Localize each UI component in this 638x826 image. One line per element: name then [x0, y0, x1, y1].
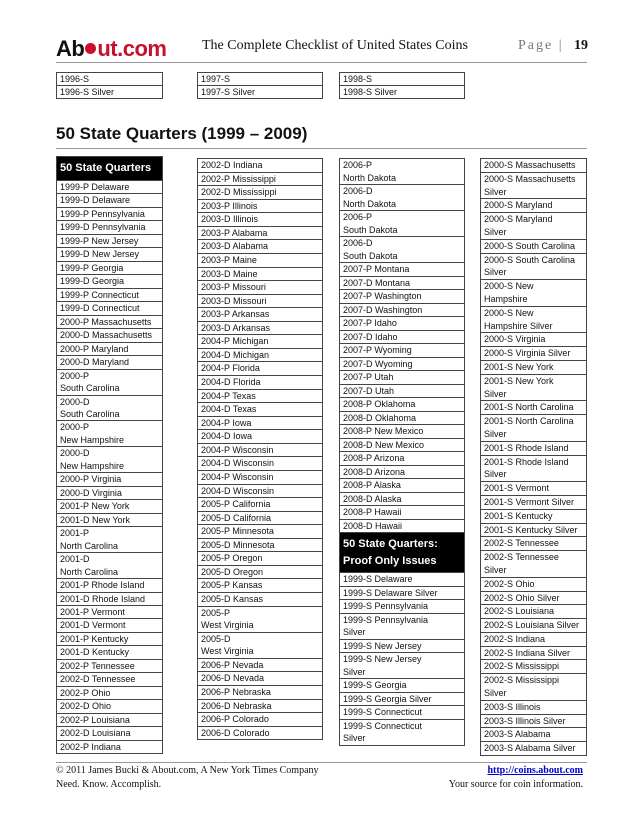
coin-list-item: [340, 159, 464, 185]
coin-list-item: 2008-D New Mexico: [340, 439, 464, 453]
coin-list-item: 2003-D Missouri: [198, 295, 322, 309]
coin-list-item: 2008-P Oklahoma: [340, 398, 464, 412]
coin-list-item: 2000-D Maryland: [57, 356, 162, 369]
coin-list-item: 2007-D Montana: [340, 277, 464, 291]
coin-list-item: [340, 614, 464, 640]
coin-list-item: 2002-S Ohio Silver: [481, 592, 586, 606]
coin-list-item: 2004-P Michigan: [198, 335, 322, 349]
coin-list-item: 1999-P Delaware: [57, 181, 162, 194]
coin-list-item-line: 2006-P: [343, 212, 373, 222]
coin-list-item-line: 2006-D: [343, 186, 373, 196]
coin-list-item-line: 2002-S Tennessee: [484, 552, 559, 563]
coin-list-item: 2001-D Rhode Island: [57, 593, 162, 606]
coin-list-item-line: 2006-D: [343, 238, 373, 248]
state-quarters-list-1: [56, 156, 163, 754]
coin-list-item: 2001-P Rhode Island: [57, 579, 162, 592]
coin-list-item: 2005-P Kansas: [198, 579, 322, 593]
coin-list-item: 2006-D Nevada: [198, 672, 322, 686]
coin-list-item: 2000-D Virginia: [57, 487, 162, 500]
coin-list-item: 2008-D Alaska: [340, 493, 464, 507]
coin-list-item: [198, 607, 322, 633]
coin-list-item: 1999-P Connecticut: [57, 289, 162, 302]
coin-list-item: 2003-D Illinois: [198, 213, 322, 227]
coin-list-item-line: North Dakota: [343, 198, 397, 209]
coin-list-item: [481, 213, 586, 240]
coin-list-item: 2000-S Maryland: [481, 199, 586, 213]
coin-list-item-line: Silver: [484, 688, 507, 699]
coin-list-item-line: 2000-S New: [484, 307, 534, 318]
page-number: 19: [574, 38, 588, 53]
coin-list-item: 2003-P Maine: [198, 254, 322, 268]
footer-tagline: Need. Know. Accomplish.: [56, 779, 162, 790]
coin-list-item: 2000-P Maryland: [57, 343, 162, 356]
coin-list-item-line: Silver: [484, 388, 507, 399]
coin-list-item: 2000-S Massachusetts: [481, 159, 586, 173]
coin-list-item: [481, 375, 586, 402]
coin-list-item: 2002-D Indiana: [198, 159, 322, 173]
coin-list-item: 2007-P Idaho: [340, 317, 464, 331]
logo-text-end: ut.com: [97, 36, 167, 61]
coin-list-item: 2004-P Iowa: [198, 417, 322, 431]
coin-list-item: 2001-S New York: [481, 361, 586, 375]
coin-list-item-line: 2000-P: [60, 422, 90, 433]
coin-list-item: 1999-D Pennsylvania: [57, 221, 162, 234]
state-quarters-heading: 50 State Quarters: [57, 157, 162, 181]
coin-list-item: 2008-D Hawaii: [340, 520, 464, 534]
state-quarters-list-3: [339, 158, 465, 746]
page-header: [56, 36, 590, 60]
coin-list-item: 1999-S Georgia: [340, 679, 464, 693]
coin-list-item: 2003-S Alabama Silver: [484, 743, 576, 754]
coin-list-item: 2002-S Tennessee: [481, 537, 586, 551]
coin-list-item: 2001-S North Carolina: [481, 401, 586, 415]
coin-list-item: 2002-S Mississippi: [481, 660, 586, 674]
coin-list-item: [340, 237, 464, 263]
coin-list-item: 2003-P Alabama: [198, 227, 322, 241]
coin-list-item-line: North Dakota: [343, 172, 397, 183]
coin-list-item-line: 2000-P: [60, 370, 90, 381]
coin-list-item: 1999-D Connecticut: [57, 302, 162, 315]
coin-list-item: [57, 421, 162, 447]
coin-list-item-line: West Virginia: [201, 620, 254, 631]
document-title: The Complete Checklist of United States Coins: [202, 38, 468, 53]
proof-box-1997: [197, 72, 323, 99]
coin-list-item-line: 1999-S New Jersey: [343, 654, 422, 664]
coin-list-item: 2005-D California: [198, 512, 322, 526]
coin-list-item: 1996-S: [57, 73, 162, 86]
coin-list-item: 2006-D Colorado: [201, 727, 270, 738]
coin-list-item: [57, 396, 162, 422]
coin-list-item: 2002-D Louisiana: [57, 727, 162, 740]
coin-list-item: 1999-S Pennsylvania: [340, 600, 464, 614]
coin-list-item: 2004-D Wisconsin: [198, 485, 322, 499]
coin-list-item: 2004-P Florida: [198, 362, 322, 376]
coin-list-item: 2007-P Utah: [340, 371, 464, 385]
coin-list-item-line: 2000-S Maryland: [484, 214, 553, 225]
coin-list-item: 2001-P New York: [57, 500, 162, 513]
coin-list-item-line: 1999-S Pennsylvania: [343, 614, 429, 625]
coin-list-item: 2004-D Michigan: [198, 349, 322, 363]
coin-list-item: 2004-D Iowa: [198, 430, 322, 444]
coin-list-item: 2002-S Indiana Silver: [481, 647, 586, 661]
coin-list-item-line: Silver: [343, 733, 366, 743]
coin-list-item-line: 2000-S Massachusetts: [484, 173, 576, 184]
coin-list-item: 1999-D Georgia: [57, 275, 162, 288]
coin-list-item: 2005-D Oregon: [198, 566, 322, 580]
coin-list-item: [481, 674, 586, 701]
coin-list-item: [481, 307, 586, 334]
coin-list-item: 2002-P Indiana: [60, 741, 121, 752]
coin-list-item: 1998-S: [340, 73, 464, 86]
coin-list-item-line: 2005-D: [201, 633, 231, 644]
coin-list-item: 2003-D Arkansas: [198, 322, 322, 336]
coin-list-item: 2007-D Idaho: [340, 331, 464, 345]
coin-list-item: 1999-S Connecticut: [340, 706, 464, 720]
coin-list-item: 1999-P Pennsylvania: [57, 208, 162, 221]
coin-list-item: 2003-D Maine: [198, 268, 322, 282]
coin-list-item: [340, 185, 464, 211]
coin-list-item: 2007-P Washington: [340, 290, 464, 304]
coin-list-item-line: South Carolina: [60, 383, 120, 394]
coin-list-item-line: Silver: [484, 226, 507, 237]
state-quarters-proof-list: [480, 158, 587, 756]
logo-dot-icon: [85, 43, 96, 54]
about-logo: [56, 36, 166, 62]
coin-list-item-line: Silver: [484, 469, 507, 480]
coin-list-item: [57, 527, 162, 553]
coin-list-item: 2002-P Louisiana: [57, 714, 162, 727]
section-title: 50 State Quarters (1999 – 2009): [56, 124, 308, 143]
coin-list-item-line: South Dakota: [343, 224, 398, 235]
coin-list-item: 2003-S Illinois: [481, 701, 586, 715]
coin-list-item: [57, 553, 162, 579]
proof-box-1998: [339, 72, 465, 99]
coin-list-item-line: South Dakota: [343, 250, 398, 261]
coin-list-item: 2004-D Texas: [198, 403, 322, 417]
section-divider: [56, 148, 587, 149]
coin-list-item-line: 2005-P: [201, 607, 231, 618]
footer-site-link[interactable]: http://coins.about.com: [487, 765, 583, 776]
coin-list-item-line: 2000-S New: [484, 281, 534, 292]
coin-list-item: [481, 456, 586, 483]
logo-text-start: Ab: [56, 36, 85, 61]
coin-list-item: 1998-S Silver: [343, 87, 398, 97]
coin-list-item-line: 2001-S New York: [484, 375, 554, 386]
coin-list-item: 2006-D Nebraska: [198, 700, 322, 714]
coin-list-item: 2005-P California: [198, 498, 322, 512]
coin-list-item: 2001-S Kentucky Silver: [481, 524, 586, 538]
coin-list-item-line: North Carolina: [60, 540, 119, 551]
coin-list-item: 1997-S Silver: [201, 87, 256, 97]
coin-list-item: 2002-P Tennessee: [57, 660, 162, 673]
coin-list-item: 2005-D Minnesota: [198, 539, 322, 553]
coin-list-item: 2002-P Ohio: [57, 687, 162, 700]
coin-list-item: 2002-D Mississippi: [198, 186, 322, 200]
coin-list-item: 2000-S Virginia: [481, 333, 586, 347]
coin-list-item: 2008-P Hawaii: [340, 506, 464, 520]
footer-copyright: © 2011 James Bucki & About.com, A New York Times Company: [56, 765, 319, 776]
coin-list-item: 2002-S Louisiana Silver: [481, 619, 586, 633]
coin-list-item-line: 1999-S Connecticut: [343, 720, 423, 731]
coin-list-item: 2000-S South Carolina: [481, 240, 586, 254]
coin-list-item: 1999-S New Jersey: [340, 640, 464, 654]
coin-list-item: 1999-S Delaware: [340, 573, 464, 587]
coin-list-item-line: North Carolina: [60, 566, 119, 577]
coin-list-item: 2007-D Wyoming: [340, 358, 464, 372]
coin-list-item: 2006-P Nevada: [198, 659, 322, 673]
coin-list-item: 2004-P Texas: [198, 390, 322, 404]
coin-list-item: 2003-P Arkansas: [198, 308, 322, 322]
coin-list-item-line: Silver: [343, 666, 366, 677]
coin-list-item: [481, 551, 586, 578]
coin-list-item: 1999-D New Jersey: [57, 248, 162, 261]
coin-list-item: 2003-D Alabama: [198, 240, 322, 254]
coin-list-item: 2001-S Vermont Silver: [481, 496, 586, 510]
coin-list-item: 2001-P Vermont: [57, 606, 162, 619]
coin-list-item: [481, 415, 586, 442]
coin-list-item: [57, 370, 162, 396]
coin-list-item: [57, 447, 162, 473]
coin-list-item-line: South Carolina: [60, 408, 120, 419]
coin-list-item: 2001-D New York: [57, 514, 162, 527]
coin-list-item: 2004-D Wisconsin: [198, 457, 322, 471]
coin-list-item: 2000-P Massachusetts: [57, 316, 162, 329]
coin-list-item: 2003-P Missouri: [198, 281, 322, 295]
coin-list-item-line: 2000-S South Carolina: [484, 254, 576, 265]
coin-list-item: 1999-D Delaware: [57, 194, 162, 207]
coin-list-item: 2003-P Illinois: [198, 200, 322, 214]
coin-list-item: 2006-P Colorado: [198, 713, 322, 727]
coin-list-item-line: 2001-P: [60, 528, 90, 539]
coin-list-item: 2002-D Tennessee: [57, 673, 162, 686]
coin-list-item: 2007-P Montana: [340, 263, 464, 277]
coin-list-item-line: 2001-S Rhode Island: [484, 456, 569, 467]
coin-list-item: 2000-S Virginia Silver: [481, 347, 586, 361]
page-label: Page |: [518, 38, 564, 53]
coin-list-item-line: Silver: [343, 627, 366, 637]
coin-list-item-line: West Virginia: [201, 646, 254, 657]
coin-list-item: 2003-S Alabama: [481, 728, 586, 742]
coin-list-item: 2001-D Vermont: [57, 619, 162, 632]
coin-list-item-line: 2000-D: [60, 448, 90, 459]
state-quarters-list-2: [197, 158, 323, 740]
coin-list-item-line: Silver: [484, 267, 507, 278]
coin-list-item: 2005-P Minnesota: [198, 525, 322, 539]
coin-list-item: [481, 173, 586, 200]
coin-list-item: 1999-S Delaware Silver: [340, 587, 464, 601]
coin-list-item-line: New Hampshire: [60, 434, 125, 445]
coin-list-item: [340, 211, 464, 237]
header-divider: [56, 62, 587, 63]
coin-list-item: 2002-S Indiana: [481, 633, 586, 647]
coin-list-item: 2001-S Vermont: [481, 482, 586, 496]
coin-list-item: 2007-D Utah: [340, 385, 464, 399]
coin-list-item: 1997-S: [198, 73, 322, 86]
coin-list-item-line: 2006-P: [343, 160, 373, 170]
coin-list-item: 2008-P Arizona: [340, 452, 464, 466]
footer-source-text: Your source for coin information.: [448, 779, 583, 790]
coin-list-item-line: Silver: [484, 186, 507, 197]
coin-list-item: 2007-D Washington: [340, 304, 464, 318]
proof-only-heading: 50 State Quarters: Proof Only Issues: [340, 533, 464, 573]
coin-list-item: 2004-P Wisconsin: [198, 471, 322, 485]
coin-list-item-line: 2000-D: [60, 396, 90, 407]
coin-list-item: 1999-P New Jersey: [57, 235, 162, 248]
coin-list-item: 2001-S Kentucky: [481, 510, 586, 524]
coin-list-item: 1999-P Georgia: [57, 262, 162, 275]
footer-divider: [56, 762, 587, 763]
coin-list-item: 2001-S Rhode Island: [481, 442, 586, 456]
coin-list-item: [340, 653, 464, 679]
coin-list-item: 2008-P New Mexico: [340, 425, 464, 439]
coin-list-item-line: 2001-S North Carolina: [484, 416, 574, 427]
coin-list-item-line: 2001-D: [60, 554, 90, 565]
coin-list-item-line: New Hampshire: [60, 460, 125, 471]
coin-list-item: 2007-P Wyoming: [340, 344, 464, 358]
coin-list-item: 2002-D Ohio: [57, 700, 162, 713]
coin-list-item: 2005-P Oregon: [198, 552, 322, 566]
coin-list-item: [481, 280, 586, 307]
coin-list-item: 2002-S Louisiana: [481, 605, 586, 619]
coin-list-item: 2002-S Ohio: [481, 578, 586, 592]
coin-list-item: 2001-P Kentucky: [57, 633, 162, 646]
coin-list-item-line: Silver: [484, 564, 507, 575]
coin-list-item: 2000-P Virginia: [57, 473, 162, 486]
coin-list-item-line: Silver: [484, 428, 507, 439]
coin-list-item: 2004-D Florida: [198, 376, 322, 390]
coin-list-item: 2008-D Oklahoma: [340, 412, 464, 426]
coin-list-item: 2008-P Alaska: [340, 479, 464, 493]
coin-list-item: 2002-P Mississippi: [198, 173, 322, 187]
coin-list-item: 2001-D Kentucky: [57, 646, 162, 659]
coin-list-item: [198, 633, 322, 659]
coin-list-item-line: 2002-S Mississippi: [484, 675, 560, 686]
coin-list-item: 2003-S Illinois Silver: [481, 715, 586, 729]
coin-list-item: [340, 720, 464, 745]
coin-list-item: 1999-S Georgia Silver: [340, 693, 464, 707]
coin-list-item: 2005-D Kansas: [198, 593, 322, 607]
proof-box-1996: [56, 72, 163, 99]
coin-list-item: 2006-P Nebraska: [198, 686, 322, 700]
coin-list-item-line: Hampshire: [484, 293, 528, 304]
coin-list-item: 2000-D Massachusetts: [57, 329, 162, 342]
coin-list-item-line: Hampshire Silver: [484, 320, 553, 331]
coin-list-item: 1996-S Silver: [60, 87, 115, 97]
coin-list-item: 2004-P Wisconsin: [198, 444, 322, 458]
coin-list-item: [481, 254, 586, 281]
coin-list-item: 2008-D Arizona: [340, 466, 464, 480]
